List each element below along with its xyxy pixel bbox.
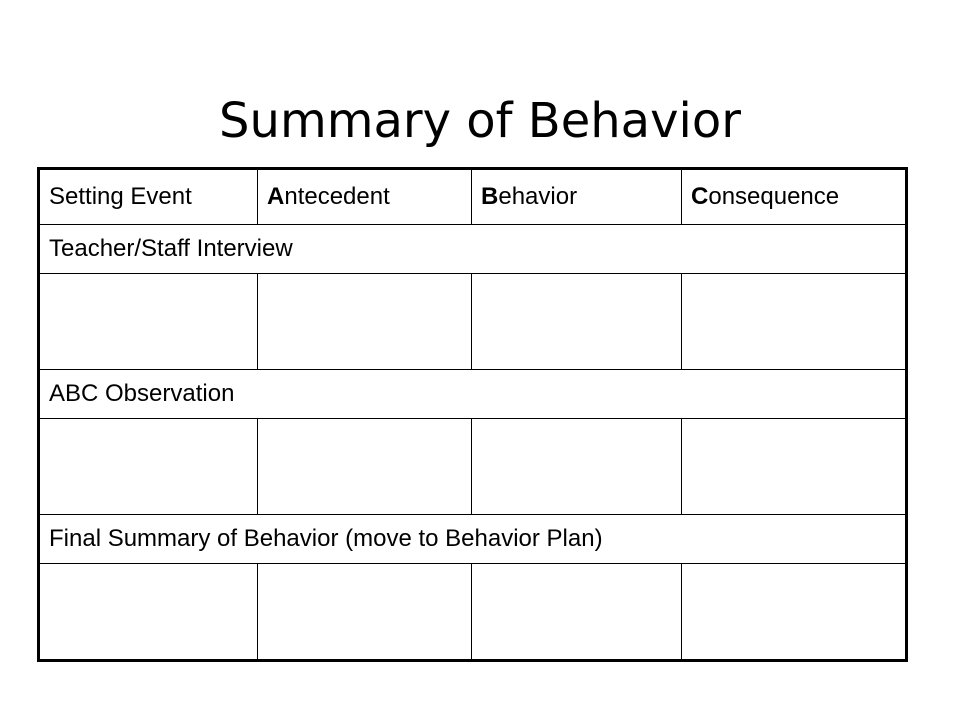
section-row-abc-observation <box>39 370 907 419</box>
entry-cell-antecedent[interactable] <box>258 564 472 661</box>
entry-cell-setting-event[interactable] <box>39 274 258 370</box>
entry-cell-antecedent[interactable] <box>258 419 472 515</box>
section-row-final-summary <box>39 515 907 564</box>
entry-cell-consequence[interactable] <box>682 419 907 515</box>
entry-cell-behavior[interactable] <box>472 274 682 370</box>
column-header-consequence: Consequence <box>682 169 907 225</box>
entry-cell-behavior[interactable] <box>472 564 682 661</box>
blank-entry-row <box>39 274 907 370</box>
entry-cell-consequence[interactable] <box>682 564 907 661</box>
section-label: Teacher/Staff Interview <box>39 225 907 274</box>
abc-summary-table <box>37 167 908 662</box>
column-header-behavior: Behavior <box>472 169 682 225</box>
blank-entry-row <box>39 564 907 661</box>
blank-entry-row <box>39 419 907 515</box>
table-header-row <box>39 169 907 225</box>
section-label: ABC Observation <box>39 370 907 419</box>
column-header-antecedent: Antecedent <box>258 169 472 225</box>
entry-cell-setting-event[interactable] <box>39 564 258 661</box>
entry-cell-antecedent[interactable] <box>258 274 472 370</box>
entry-cell-behavior[interactable] <box>472 419 682 515</box>
slide-title: Summary of Behavior <box>219 93 741 149</box>
entry-cell-setting-event[interactable] <box>39 419 258 515</box>
entry-cell-consequence[interactable] <box>682 274 907 370</box>
section-row-teacher-staff-interview <box>39 225 907 274</box>
section-label: Final Summary of Behavior (move to Behavior Plan) <box>39 515 907 564</box>
column-header-setting-event: Setting Event <box>39 169 258 225</box>
